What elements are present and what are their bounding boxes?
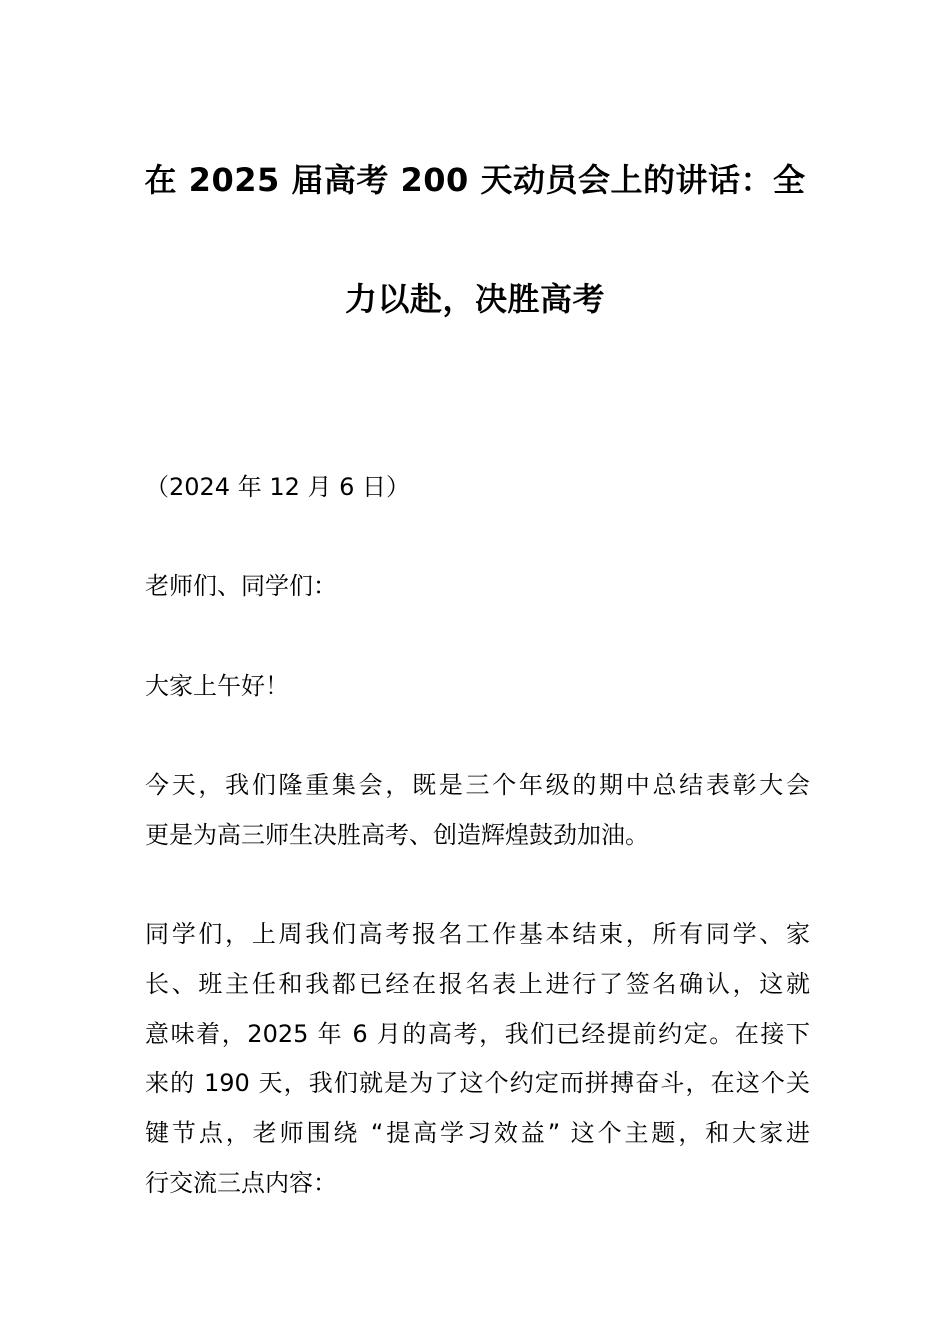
paragraph-1-line: 更是为高三师生决胜高考、创造辉煌鼓劲加油。 xyxy=(145,820,649,849)
paragraph-2-line: 长、班主任和我都已经在报名表上进行了签名确认，这就 xyxy=(145,969,810,998)
speech-date xyxy=(145,463,810,513)
paragraph-2-line: 键节点，老师围绕 “提高学习效益” 这个主题，和大家进 xyxy=(145,1119,810,1148)
paragraph-2 xyxy=(145,910,810,1209)
salutation-text: 老师们、同学们： xyxy=(145,572,337,600)
paragraph-2-line: 意味着，2025 年 6 月的高考，我们已经提前约定。在接下 xyxy=(145,1019,810,1048)
paragraph-2-line: 行交流三点内容： xyxy=(145,1168,337,1197)
document-title-line-1: 在 2025 届高考 200 天动员会上的讲话：全 xyxy=(144,161,806,199)
greeting xyxy=(145,662,810,712)
paragraph-2-line: 来的 190 天，我们就是为了这个约定而拼搏奋斗，在这个关 xyxy=(145,1069,810,1098)
greeting-text: 大家上午好！ xyxy=(145,672,289,700)
document-title-line-2: 力以赴，决胜高考 xyxy=(344,280,605,318)
paragraph-2-line: 同学们，上周我们高考报名工作基本结束，所有同学、家 xyxy=(145,920,810,948)
paragraph-1-line: 今天，我们隆重集会，既是三个年级的期中总结表彰大会 xyxy=(145,771,810,799)
paragraph-1 xyxy=(145,761,810,861)
salutation xyxy=(145,562,810,612)
date-text: （2024 年 12 月 6 日） xyxy=(145,473,411,501)
